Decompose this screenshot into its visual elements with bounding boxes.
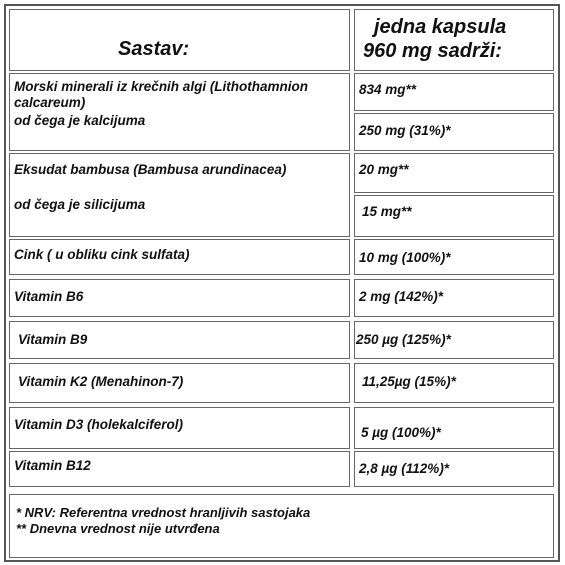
- row-left-calcium: od čega je kalcijuma: [14, 113, 146, 128]
- row-value-zinc: 10 mg (100%)*: [359, 250, 451, 265]
- row-value-b12: 2,8 µg (112%)*: [359, 461, 450, 476]
- row-value-d3: 5 µg (100%)*: [361, 425, 441, 440]
- row-value-bamboo: 20 mg**: [359, 162, 409, 177]
- row-value-calcium: 250 mg (31%)*: [359, 123, 451, 138]
- row-left-silicon: od čega je silicijuma: [14, 197, 146, 212]
- row-left-b9: Vitamin B9: [18, 332, 88, 347]
- row-value-b6: 2 mg (142%)*: [359, 289, 444, 304]
- row-left-k2: Vitamin K2 (Menahinon-7): [18, 374, 184, 389]
- footnote-nrv: * NRV: Referentna vrednost hranljivih sastojaka: [16, 505, 311, 520]
- row-value-silicon: 15 mg**: [362, 204, 412, 219]
- row-left-b6: Vitamin B6: [14, 289, 84, 304]
- row-left-bamboo: Eksudat bambusa (Bambusa arundinacea): [14, 162, 287, 177]
- header-capsule-line2: 960 mg sadrži:: [363, 40, 502, 62]
- header-capsule-line1: jedna kapsula: [374, 16, 507, 38]
- row-left-zinc: Cink ( u obliku cink sulfata): [14, 247, 190, 262]
- row-value-minerals: 834 mg**: [359, 82, 417, 97]
- row-left-b12: Vitamin B12: [14, 458, 91, 473]
- row-value-k2: 11,25µg (15%)*: [362, 374, 456, 389]
- row-left-d3: Vitamin D3 (holekalciferol): [14, 417, 184, 432]
- row-left-minerals: Morski minerali iz krečnih algi (Lithothamnion calcareum): [14, 79, 309, 110]
- header-sastav: Sastav:: [118, 38, 190, 60]
- footnote-daily-value: ** Dnevna vrednost nije utvrđena: [16, 521, 220, 536]
- row-value-b9: 250 µg (125%)*: [356, 332, 451, 347]
